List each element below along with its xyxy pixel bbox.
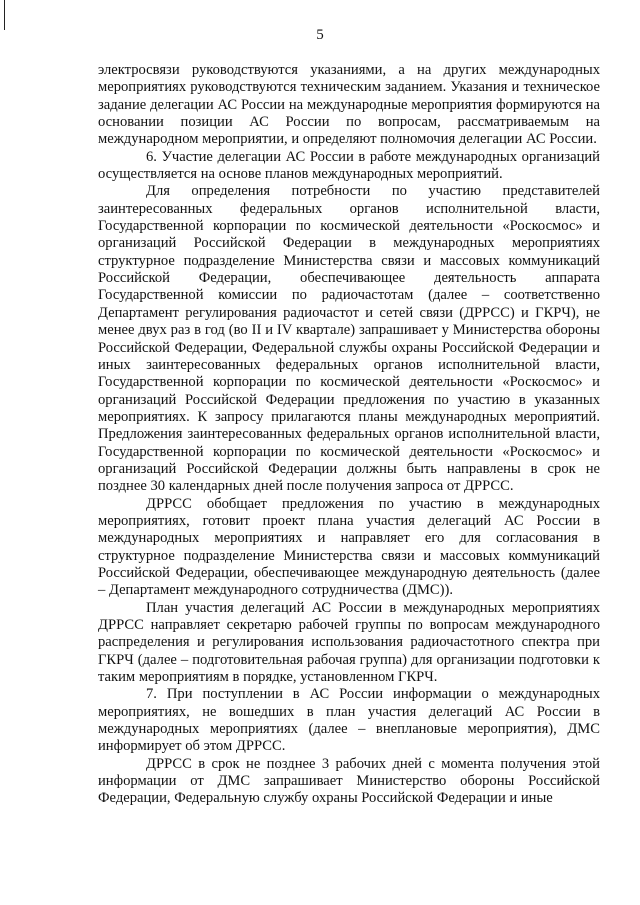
page-number: 5 [316,27,324,43]
paragraph-item-7: 7. При поступлении в АС России информации о международных мероприятиях, не вошедших в план участия делегаций АС России в международных мероприятиях (далее – внеплановые мероприятия), ДМС информирует об этом ДРРСС. [98,686,600,755]
paragraph-continuation: электросвязи руководствуются указаниями, а на других международных мероприятиях руководствуются техническим заданием. Указания и техническое задание делегации АС России на международные мероприятия формируются на основании позиции АС России по вопросам, рассматриваемым на международном мероприятии, и определяют полномочия делегации АС России. [98,62,600,148]
paragraph-needs-assessment: Для определения потребности по участию представителей заинтересованных федеральных органов исполнительной власти, Государственной корпорации по космической деятельности «Роскосмос» и организаций Российской Федерации в международных мероприятиях структурное подразделение Министерства связи и массовых коммуникаций Российской Федерации, обеспечивающее деятельность аппарата Государственной комиссии по радиочастотам (далее – соответственно Департамент регулирования радиочастот и сетей связи (ДРРСС) и ГКРЧ), не менее двух раз в год (во II и IV квартале) запрашивает у Министерства обороны Российской Федерации, Федеральной службы охраны Российской Федерации и иных заинтересованных федеральных органов исполнительной власти, Государственной корпорации по космической деятельности «Роскосмос» и организаций Российской Федерации предложения по участию в указанных мероприятиях. К запросу прилагаются планы международных мероприятий. Предложения заинтересованных федеральных органов исполнительной власти, Государственной корпорации по космической деятельности «Роскосмос» и организаций Российской Федерации должны быть направлены в срок не позднее 30 календарных дней после получения запроса от ДРРСС. [98,183,600,495]
paragraph-drrss-summary: ДРРСС обобщает предложения по участию в международных мероприятиях, готовит проект плана участия делегаций АС России в международных мероприятиях и направляет его для согласования в структурное подразделение Министерства связи и массовых коммуникаций Российской Федерации, обеспечивающее международную деятельность (далее – Департамент международного сотрудничества (ДМС)). [98,495,600,599]
document-body [98,62,600,808]
paragraph-participation-plan: План участия делегаций АС России в международных мероприятиях ДРРСС направляет секретарю рабочей группы по вопросам международного распределения и регулирования использования радиочастотного спектра при ГКРЧ (далее – подготовительная рабочая группа) для организации подготовки к таким мероприятиям в порядке, установленном ГКРЧ. [98,599,600,686]
paragraph-item-6: 6. Участие делегации АС России в работе международных организаций осуществляется на основе планов международных мероприятий. [98,148,600,183]
paragraph-drrss-request: ДРРСС в срок не позднее 3 рабочих дней с момента получения этой информации от ДМС запрашивает Министерство обороны Российской Федерации, Федеральную службу охраны Российской Федерации и иные [98,755,600,807]
